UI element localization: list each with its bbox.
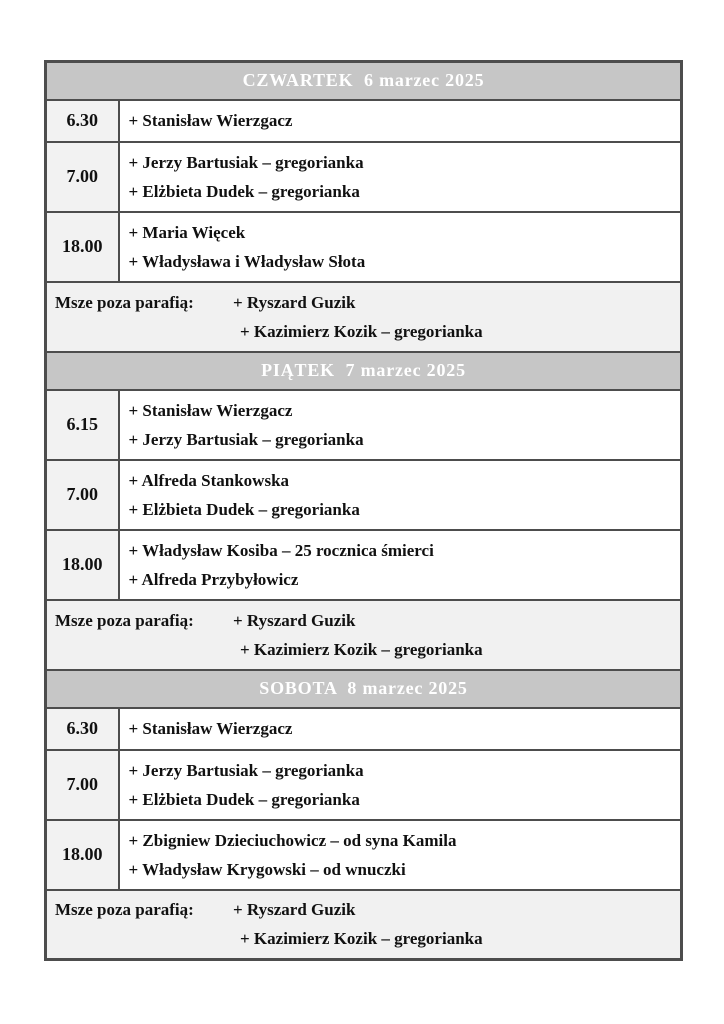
mass-time: 7.00 <box>46 142 119 212</box>
mass-intentions <box>119 390 682 460</box>
intention-line: + Zbigniew Dzieciuchowicz – od syna Kamila <box>128 830 457 850</box>
outside-parish-item: + Ryszard Guzik <box>233 610 356 630</box>
intention-line: + Stanisław Wierzgacz <box>128 400 293 420</box>
mass-time: 18.00 <box>46 820 119 890</box>
outside-parish-item: + Kazimierz Kozik – gregorianka <box>240 639 483 659</box>
intention-line: + Jerzy Bartusiak – gregorianka <box>128 152 364 172</box>
intention-line: + Elżbieta Dudek – gregorianka <box>128 499 360 519</box>
mass-time: 6.30 <box>46 100 119 142</box>
outside-parish-items <box>233 895 672 953</box>
outside-parish-cell <box>46 600 682 670</box>
mass-row <box>46 460 682 530</box>
intention-line: + Stanisław Wierzgacz <box>128 111 293 130</box>
outside-parish-item: + Ryszard Guzik <box>233 900 356 920</box>
day-header-row <box>46 670 682 708</box>
mass-row <box>46 142 682 212</box>
mass-row <box>46 708 682 750</box>
day-header-row <box>46 62 682 100</box>
intention-line: + Stanisław Wierzgacz <box>128 719 293 738</box>
mass-row <box>46 750 682 820</box>
day-header: SOBOTA 8 marzec 2025 <box>46 670 682 708</box>
outside-parish-cell <box>46 890 682 960</box>
mass-intentions <box>119 142 682 212</box>
outside-parish-cell <box>46 282 682 352</box>
mass-intentions <box>119 820 682 890</box>
outside-parish-row <box>46 600 682 670</box>
mass-intentions <box>119 460 682 530</box>
outside-parish-row <box>46 282 682 352</box>
outside-parish-item: + Kazimierz Kozik – gregorianka <box>240 321 483 341</box>
outside-parish-label: Msze poza parafią: <box>55 610 194 630</box>
mass-time: 6.15 <box>46 390 119 460</box>
mass-time: 7.00 <box>46 460 119 530</box>
mass-row <box>46 820 682 890</box>
outside-parish-label: Msze poza parafią: <box>55 900 194 920</box>
mass-row <box>46 530 682 600</box>
outside-parish-item: + Ryszard Guzik <box>233 292 356 312</box>
mass-intentions <box>119 750 682 820</box>
day-header-row <box>46 352 682 390</box>
intention-line: + Jerzy Bartusiak – gregorianka <box>128 760 364 780</box>
mass-time: 6.30 <box>46 708 119 750</box>
mass-intentions <box>119 212 682 282</box>
outside-parish-row <box>46 890 682 960</box>
intention-line: + Alfreda Przybyłowicz <box>128 569 299 589</box>
intention-line: + Elżbieta Dudek – gregorianka <box>128 181 360 201</box>
mass-intentions <box>119 708 682 750</box>
mass-row <box>46 100 682 142</box>
outside-parish-items <box>233 288 672 346</box>
intention-line: + Władysława i Władysław Słota <box>128 251 366 271</box>
intention-line: + Władysław Kosiba – 25 rocznica śmierci <box>128 540 434 560</box>
intention-line: + Jerzy Bartusiak – gregorianka <box>128 429 364 449</box>
intention-line: + Alfreda Stankowska <box>128 470 290 490</box>
intention-line: + Władysław Krygowski – od wnuczki <box>128 859 406 879</box>
mass-time: 18.00 <box>46 212 119 282</box>
intention-line: + Elżbieta Dudek – gregorianka <box>128 789 360 809</box>
mass-time: 7.00 <box>46 750 119 820</box>
mass-row <box>46 212 682 282</box>
mass-row <box>46 390 682 460</box>
outside-parish-label: Msze poza parafią: <box>55 292 194 312</box>
mass-intentions <box>119 100 682 142</box>
day-header: PIĄTEK 7 marzec 2025 <box>46 352 682 390</box>
mass-intentions <box>119 530 682 600</box>
mass-time: 18.00 <box>46 530 119 600</box>
outside-parish-items <box>233 606 672 664</box>
day-header: CZWARTEK 6 marzec 2025 <box>46 62 682 100</box>
intention-line: + Maria Więcek <box>128 222 246 242</box>
outside-parish-item: + Kazimierz Kozik – gregorianka <box>240 929 483 949</box>
mass-schedule-table <box>44 60 683 961</box>
